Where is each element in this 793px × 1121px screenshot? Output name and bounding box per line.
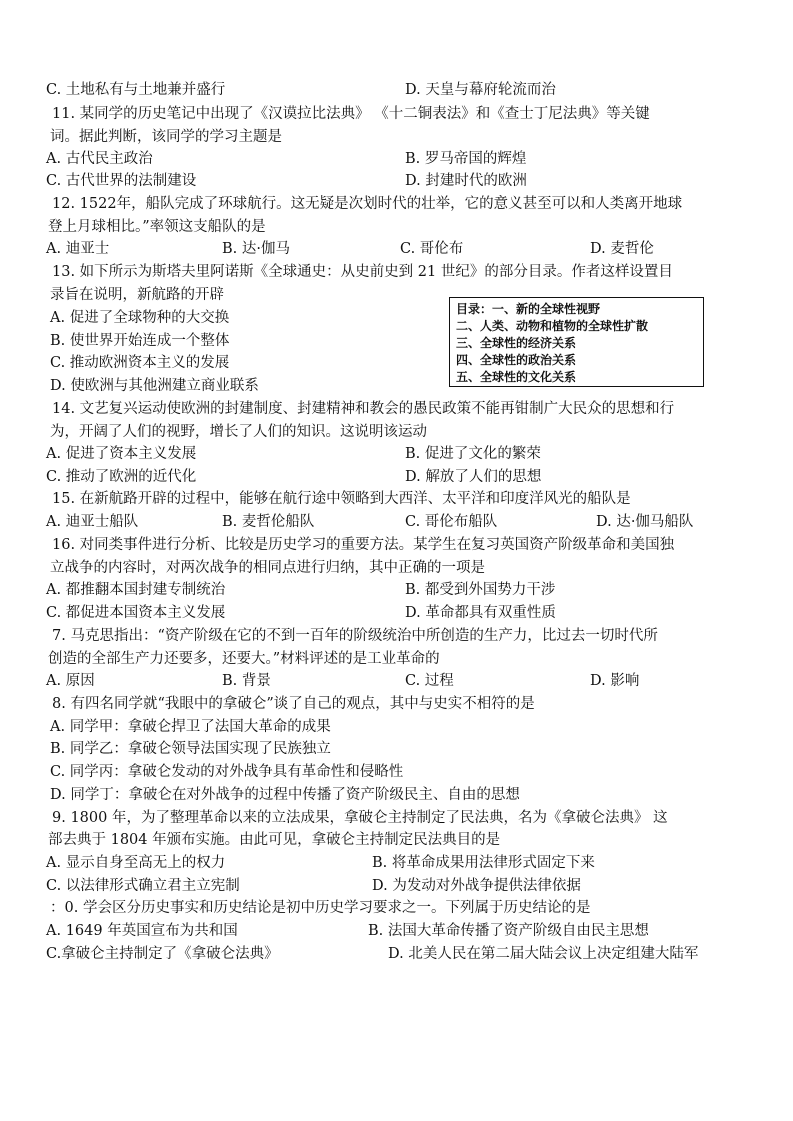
text-line: D. 影响 (590, 673, 640, 689)
text-line: 立战争的内容时，对两次战争的相同点进行归纳，其中正确的一项是 (50, 560, 485, 576)
text-line: 12. 1522年，船队完成了环球航行。这无疑是次划时代的壮举，它的意义甚至可以和人类离开地球 (52, 196, 683, 212)
text-line: D. 麦哲伦 (590, 241, 654, 257)
text-line: A. 迪亚士 (46, 241, 110, 257)
text-line: 8. 有四名同学就“我眼中的拿破仑”谈了自己的观点，其中与史实不相符的是 (52, 696, 535, 712)
text-line: 13. 如下所示为斯塔夫里阿诺斯《全球通史：从史前史到 21 世纪》的部分目录。作者这样设置目 (52, 264, 673, 280)
text-line: 7. 马克思指出：“资产阶级在它的不到一百年的阶级统治中所创造的生产力，比过去一切时代所 (52, 628, 658, 644)
text-line: D. 革命都具有双重性质 (405, 605, 556, 621)
text-line: 15. 在新航路开辟的过程中，能够在航行途中领略到大西洋、太平洋和印度洋风光的船队是 (52, 491, 631, 507)
text-line: A. 同学甲：拿破仑捍卫了法国大革命的成果 (50, 719, 331, 735)
text-line: D. 北美人民在第二届大陆会议上决定组建大陆军 (388, 946, 699, 962)
text-line: 录旨在说明，新航路的开辟 (50, 287, 224, 303)
text-line: 词。据此判断，该同学的学习主题是 (50, 129, 282, 145)
text-line: A. 促进了全球物种的大交换 (50, 310, 230, 326)
toc-line: 目录：一、新的全球性视野 (456, 302, 601, 316)
text-line: 9. 1800 年，为了整理革命以来的立法成果，拿破仑主持制定了民法典，名为《拿破仑法典》 这 (52, 810, 668, 826)
text-line: B. 同学乙：拿破仑领导法国实现了民族独立 (50, 741, 331, 757)
text-line: 16. 对同类事件进行分析、比较是历史学习的重要方法。某学生在复习英国资产阶级革命和美国独 (52, 537, 675, 553)
text-line: B. 麦哲伦船队 (222, 514, 315, 530)
text-line: 登上月球相比。”率领这支船队的是 (48, 219, 266, 235)
text-line: B. 都受到外国势力干涉 (405, 582, 556, 598)
text-line: D. 解放了人们的思想 (405, 469, 542, 485)
text-line: A. 促进了资本主义发展 (46, 446, 197, 462)
table-of-contents-box (449, 297, 704, 387)
text-line: A. 都推翻本国封建专制统治 (46, 582, 226, 598)
text-line: A. 显示自身至高无上的权力 (46, 855, 226, 871)
text-line: C. 推动了欧洲的近代化 (46, 469, 197, 485)
text-line: B. 罗马帝国的辉煌 (405, 151, 527, 167)
text-line: C.拿破仑主持制定了《拿破仑法典》 (46, 946, 279, 962)
text-line: 11. 某同学的历史笔记中出现了《汉谟拉比法典》 《十二铜表法》和《查士丁尼法典》等关键 (52, 106, 650, 122)
text-line: C. 推动欧洲资本主义的发展 (50, 355, 230, 371)
text-line: D. 达·伽马船队 (596, 514, 694, 530)
text-line: B. 促进了文化的繁荣 (405, 446, 541, 462)
text-line: 14. 文艺复兴运动使欧洲的封建制度、封建精神和教会的愚民政策不能再钳制广大民众的思想和行 (52, 401, 675, 417)
text-line: D. 为发动对外战争提供法律依据 (372, 878, 581, 894)
text-line: B. 背景 (222, 673, 271, 689)
text-line: D. 封建时代的欧洲 (405, 173, 527, 189)
text-line: ：0. 学会区分历史事实和历史结论是初中历史学习要求之一。下列属于历史结论的是 (50, 900, 591, 916)
text-line: C. 哥伦布船队 (405, 514, 498, 530)
text-line: C. 都促进本国资本主义发展 (46, 605, 226, 621)
text-line: A. 原因 (46, 673, 95, 689)
text-line: C. 哥伦布 (400, 241, 464, 257)
toc-line: 五、全球性的文化关系 (456, 370, 577, 384)
text-line: C. 过程 (405, 673, 454, 689)
text-line: B. 达·伽马 (222, 241, 290, 257)
text-line: A. 1649 年英国宣布为共和国 (46, 923, 238, 939)
text-line: D. 使欧洲与其他洲建立商业联系 (50, 378, 259, 394)
toc-line: 三、全球性的经济关系 (456, 336, 577, 350)
toc-line: 四、全球性的政治关系 (456, 353, 577, 367)
text-line: D. 同学丁：拿破仑在对外战争的过程中传播了资产阶级民主、自由的思想 (50, 787, 520, 803)
text-line: A. 迪亚士船队 (46, 514, 139, 530)
toc-line: 二、人类、动物和植物的全球性扩散 (456, 319, 649, 333)
text-line: B. 法国大革命传播了资产阶级自由民主思想 (368, 923, 649, 939)
text-line: C. 古代世界的法制建设 (46, 173, 197, 189)
text-line: 为，开阔了人们的视野，增长了人们的知识。这说明该运动 (50, 424, 427, 440)
text-line: A. 古代民主政治 (46, 151, 153, 167)
text-line: C. 同学丙：拿破仑发动的对外战争具有革命性和侵略性 (50, 764, 404, 780)
text-line: C. 以法律形式确立君主立宪制 (46, 878, 240, 894)
text-line: C. 土地私有与土地兼并盛行 (46, 82, 226, 98)
text-line: B. 将革命成果用法律形式固定下来 (372, 855, 595, 871)
text-line: B. 使世界开始连成一个整体 (50, 333, 230, 349)
text-line: 部去典于 1804 年颁布实施。由此可见，拿破仑主持制定民法典目的是 (48, 832, 501, 848)
text-line: D. 天皇与幕府轮流而治 (405, 82, 556, 98)
text-line: 创造的全部生产力还要多，还要大。”材料评述的是工业革命的 (48, 651, 440, 667)
